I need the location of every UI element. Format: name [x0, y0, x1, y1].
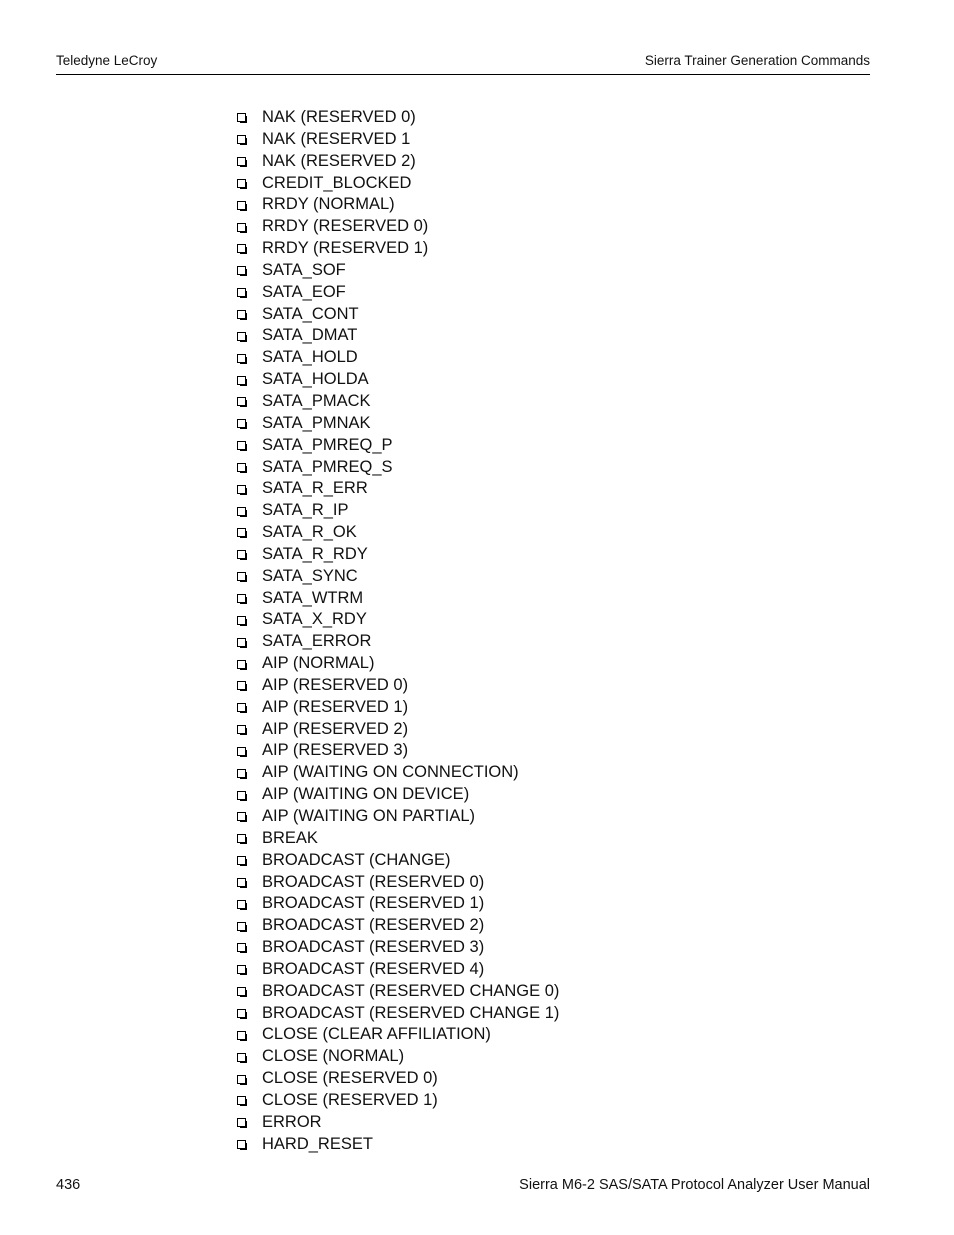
- list-item-label: HARD_RESET: [262, 1134, 373, 1153]
- checkbox-bullet-icon: [237, 244, 246, 253]
- primitive-list: [236, 107, 559, 1156]
- list-item-label: AIP (WAITING ON DEVICE): [262, 785, 470, 804]
- list-item: [236, 282, 559, 304]
- checkbox-bullet-icon: [237, 616, 246, 625]
- list-item-label: SATA_DMAT: [262, 326, 358, 345]
- checkbox-bullet-icon: [237, 965, 246, 974]
- list-item: [236, 893, 559, 915]
- list-item-label: BROADCAST (RESERVED CHANGE 0): [262, 981, 560, 1000]
- list-item: [236, 981, 559, 1003]
- list-item-label: AIP (RESERVED 2): [262, 719, 409, 738]
- list-item: [236, 915, 559, 937]
- checkbox-bullet-icon: [237, 572, 246, 581]
- checkbox-bullet-icon: [237, 201, 246, 210]
- checkbox-bullet-icon: [237, 528, 246, 537]
- list-item-label: SATA_SOF: [262, 260, 346, 279]
- list-item: [236, 828, 559, 850]
- list-item: [236, 850, 559, 872]
- list-item-label: SATA_R_IP: [262, 501, 349, 520]
- list-item: [236, 500, 559, 522]
- list-item: [236, 216, 559, 238]
- page-footer: [56, 1176, 870, 1196]
- checkbox-bullet-icon: [237, 922, 246, 931]
- checkbox-bullet-icon: [237, 157, 246, 166]
- checkbox-bullet-icon: [237, 834, 246, 843]
- list-item: [236, 959, 559, 981]
- list-item: [236, 566, 559, 588]
- checkbox-bullet-icon: [237, 288, 246, 297]
- list-item: [236, 762, 559, 784]
- checkbox-bullet-icon: [237, 594, 246, 603]
- list-item: [236, 1134, 559, 1156]
- list-item-label: SATA_WTRM: [262, 588, 364, 607]
- list-item: [236, 369, 559, 391]
- list-item-label: SATA_EOF: [262, 282, 346, 301]
- list-item-label: BREAK: [262, 828, 318, 847]
- list-item-label: SATA_R_RDY: [262, 544, 368, 563]
- list-item: [236, 588, 559, 610]
- checkbox-bullet-icon: [237, 397, 246, 406]
- checkbox-bullet-icon: [237, 703, 246, 712]
- list-item-label: BROADCAST (RESERVED 2): [262, 916, 485, 935]
- list-item-label: SATA_R_ERR: [262, 479, 368, 498]
- list-item-label: AIP (NORMAL): [262, 654, 375, 673]
- list-item: [236, 1046, 559, 1068]
- list-item-label: CLOSE (RESERVED 1): [262, 1090, 438, 1109]
- list-item: [236, 1024, 559, 1046]
- list-item-label: AIP (WAITING ON CONNECTION): [262, 763, 519, 782]
- list-item-label: SATA_HOLD: [262, 348, 358, 367]
- list-item-label: CREDIT_BLOCKED: [262, 173, 412, 192]
- list-item: [236, 522, 559, 544]
- list-item: [236, 457, 559, 479]
- header-section-title: Sierra Trainer Generation Commands: [644, 53, 870, 68]
- checkbox-bullet-icon: [237, 1140, 246, 1149]
- list-item-label: BROADCAST (CHANGE): [262, 850, 451, 869]
- list-item-label: SATA_ERROR: [262, 632, 372, 651]
- list-item-label: AIP (RESERVED 3): [262, 741, 409, 760]
- list-item: [236, 435, 559, 457]
- checkbox-bullet-icon: [237, 1009, 246, 1018]
- list-item: [236, 719, 559, 741]
- checkbox-bullet-icon: [237, 638, 246, 647]
- list-item-label: BROADCAST (RESERVED 1): [262, 894, 485, 913]
- checkbox-bullet-icon: [237, 791, 246, 800]
- list-item: [236, 304, 559, 326]
- list-item-label: SATA_PMACK: [262, 391, 371, 410]
- checkbox-bullet-icon: [237, 223, 246, 232]
- checkbox-bullet-icon: [237, 376, 246, 385]
- list-item: [236, 697, 559, 719]
- list-item-label: RRDY (RESERVED 0): [262, 217, 429, 236]
- list-item-label: SATA_PMREQ_S: [262, 457, 393, 476]
- list-item-label: AIP (RESERVED 1): [262, 697, 409, 716]
- checkbox-bullet-icon: [237, 354, 246, 363]
- list-item-label: NAK (RESERVED 0): [262, 108, 416, 126]
- list-item: [236, 107, 559, 129]
- checkbox-bullet-icon: [237, 1031, 246, 1040]
- list-item: [236, 1068, 559, 1090]
- list-item-label: AIP (RESERVED 0): [262, 675, 409, 694]
- list-item: [236, 631, 559, 653]
- list-item: [236, 391, 559, 413]
- list-item: [236, 740, 559, 762]
- list-item: [236, 325, 559, 347]
- checkbox-bullet-icon: [237, 943, 246, 952]
- list-item-label: RRDY (RESERVED 1): [262, 239, 429, 258]
- checkbox-bullet-icon: [237, 550, 246, 559]
- checkbox-bullet-icon: [237, 441, 246, 450]
- list-item: [236, 609, 559, 631]
- list-item: [236, 937, 559, 959]
- checkbox-bullet-icon: [237, 463, 246, 472]
- list-item: [236, 1003, 559, 1025]
- checkbox-bullet-icon: [237, 485, 246, 494]
- checkbox-bullet-icon: [237, 1096, 246, 1105]
- list-item-label: SATA_SYNC: [262, 566, 358, 585]
- list-item-label: SATA_HOLDA: [262, 370, 369, 389]
- checkbox-bullet-icon: [237, 856, 246, 865]
- list-item: [236, 1090, 559, 1112]
- list-item: [236, 872, 559, 894]
- page-number: 436: [56, 1177, 81, 1193]
- list-item: [236, 194, 559, 216]
- list-item: [236, 478, 559, 500]
- list-item-label: RRDY (NORMAL): [262, 195, 395, 214]
- list-item: [236, 260, 559, 282]
- list-item: [236, 806, 559, 828]
- list-item-label: SATA_X_RDY: [262, 610, 367, 629]
- list-item: [236, 347, 559, 369]
- list-item: [236, 413, 559, 435]
- checkbox-bullet-icon: [237, 747, 246, 756]
- list-item: [236, 544, 559, 566]
- checkbox-bullet-icon: [237, 812, 246, 821]
- checkbox-bullet-icon: [237, 507, 246, 516]
- list-item-label: ERROR: [262, 1112, 322, 1131]
- checkbox-bullet-icon: [237, 179, 246, 188]
- checkbox-bullet-icon: [237, 987, 246, 996]
- checkbox-bullet-icon: [237, 900, 246, 909]
- checkbox-bullet-icon: [237, 660, 246, 669]
- checkbox-bullet-icon: [237, 135, 246, 144]
- checkbox-bullet-icon: [237, 1053, 246, 1062]
- list-item: [236, 784, 559, 806]
- list-item: [236, 238, 559, 260]
- checkbox-bullet-icon: [237, 725, 246, 734]
- list-item-label: SATA_R_OK: [262, 523, 357, 542]
- list-item-label: NAK (RESERVED 2): [262, 151, 416, 170]
- header-company: Teledyne LeCroy: [56, 53, 158, 68]
- list-item-label: BROADCAST (RESERVED 3): [262, 938, 485, 957]
- checkbox-bullet-icon: [237, 113, 246, 122]
- list-item-label: BROADCAST (RESERVED 4): [262, 959, 485, 978]
- checkbox-bullet-icon: [237, 878, 246, 887]
- list-item: [236, 173, 559, 195]
- checkbox-bullet-icon: [237, 769, 246, 778]
- list-item-label: AIP (WAITING ON PARTIAL): [262, 807, 476, 825]
- checkbox-bullet-icon: [237, 1118, 246, 1127]
- checkbox-bullet-icon: [237, 310, 246, 319]
- list-item-label: BROADCAST (RESERVED CHANGE 1): [262, 1003, 560, 1022]
- manual-title: Sierra M6-2 SAS/SATA Protocol Analyzer User Manual: [519, 1177, 870, 1193]
- list-item-label: CLOSE (NORMAL): [262, 1047, 405, 1066]
- list-item: [236, 129, 559, 151]
- list-item-label: BROADCAST (RESERVED 0): [262, 872, 485, 891]
- page-header: [56, 52, 870, 75]
- checkbox-bullet-icon: [237, 419, 246, 428]
- list-item-label: CLOSE (RESERVED 0): [262, 1069, 438, 1088]
- checkbox-bullet-icon: [237, 266, 246, 275]
- list-item: [236, 151, 559, 173]
- list-item-label: CLOSE (CLEAR AFFILIATION): [262, 1025, 491, 1044]
- list-item: [236, 1112, 559, 1134]
- list-item: [236, 675, 559, 697]
- checkbox-bullet-icon: [237, 681, 246, 690]
- list-item-label: SATA_CONT: [262, 304, 359, 323]
- list-item: [236, 653, 559, 675]
- list-item-label: SATA_PMNAK: [262, 413, 371, 432]
- list-item-label: SATA_PMREQ_P: [262, 435, 393, 454]
- list-item-label: NAK (RESERVED 1: [262, 129, 411, 148]
- checkbox-bullet-icon: [237, 1075, 246, 1084]
- checkbox-bullet-icon: [237, 332, 246, 341]
